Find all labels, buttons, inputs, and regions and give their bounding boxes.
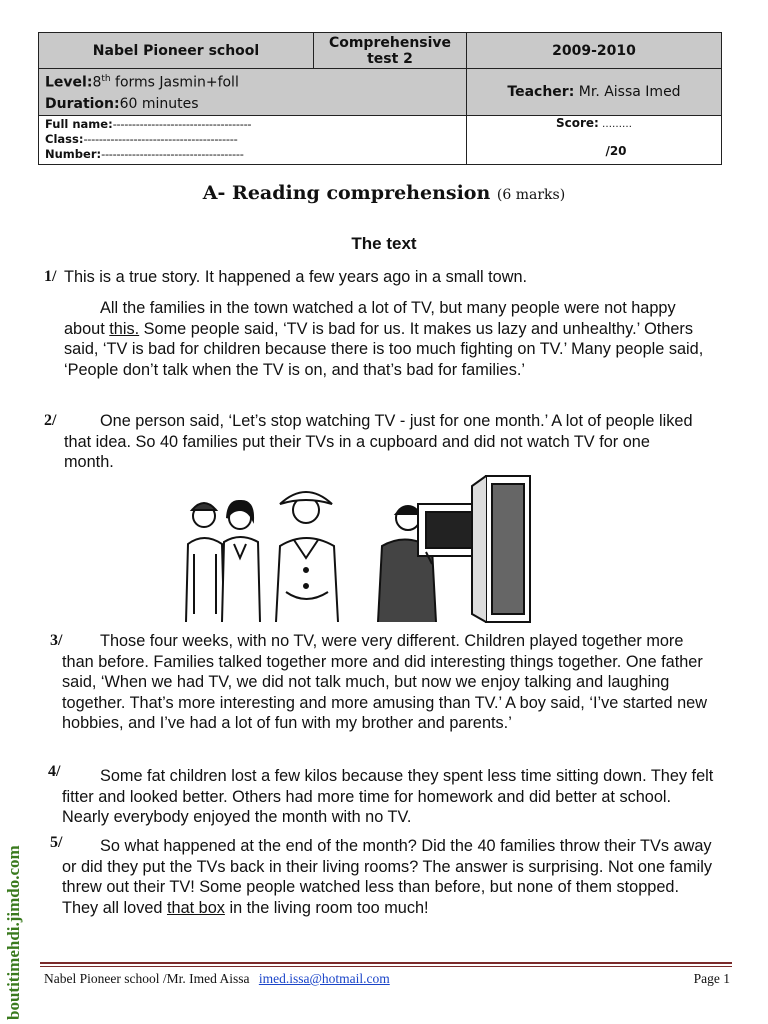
paragraph-5-underlined: that box: [166, 898, 225, 917]
paragraph-5: [62, 836, 714, 918]
paragraph-number-5: 5/: [50, 834, 63, 851]
class-field[interactable]: ----------------------------------------: [83, 132, 238, 147]
class-label: Class:: [45, 132, 84, 147]
footer-email-link[interactable]: imed.issa@hotmail.com: [258, 971, 390, 986]
footer-school: Nabel Pioneer school /Mr. Imed Aissa: [44, 971, 250, 986]
paragraph-number-4: 4/: [48, 763, 61, 780]
level-sup: th: [101, 74, 111, 84]
fullname-field[interactable]: ------------------------------------: [112, 117, 252, 132]
header-table: [38, 32, 722, 165]
level-duration-cell: [39, 69, 467, 116]
paragraph-5-post: in the living room too much!: [224, 898, 429, 917]
student-info-cell: [39, 115, 467, 164]
score-field[interactable]: ………: [598, 118, 633, 130]
paragraph-3: Those four weeks, with no TV, were very different. Children played together more than before. Families talked together more and did interesting things together. One father said, ‘When we had TV, we did not talk much, but now we enjoy talking and laughing together. That’s more interesting and more amusing than TV.’ A boy said, ‘I’ve started new hobbies, and I’ve had a lot of fun with my brother and parents.’: [62, 632, 707, 732]
footer-divider-thick: [40, 962, 732, 964]
score-total: /20: [605, 143, 627, 158]
family-tv-illustration: [182, 474, 532, 624]
level-value-pre: 8: [92, 74, 102, 91]
paragraph-1-underlined: this.: [109, 319, 140, 338]
section-title: [0, 182, 768, 204]
section-marks: (6 marks): [496, 187, 566, 203]
school-year: 2009-2010: [467, 33, 722, 69]
footer-divider-thin: [40, 966, 732, 967]
fullname-label: Full name:: [45, 117, 113, 132]
teacher-cell: [467, 69, 722, 116]
paragraph-number-2: 2/: [44, 412, 57, 429]
paragraph-number-1: 1/: [44, 268, 57, 285]
number-field[interactable]: -------------------------------------: [101, 147, 244, 162]
teacher-label: Teacher:: [507, 83, 575, 100]
duration-value: 60 minutes: [119, 95, 199, 112]
paragraph-1-post: Some people said, ‘TV is bad for us. It makes us lazy and unhealthy.’ Others said, ‘TV is bad for children because there is too much fighting on TV.’ Many people said, ‘People don’t talk when the TV is on, and that’s bad for families.’: [64, 319, 704, 379]
score-label: Score:: [555, 115, 599, 130]
section-title-text: A- Reading comprehension: [202, 182, 491, 204]
score-cell: [467, 115, 722, 164]
paragraph-1-body: [64, 298, 712, 380]
paragraph-number-3: 3/: [50, 632, 63, 649]
level-value-post: forms Jasmin+foll: [110, 74, 239, 91]
level-label: Level:: [45, 74, 93, 91]
paragraph-1-pre: All the families in the town watched a lot of TV, but many people were not happy about: [64, 299, 676, 338]
paragraph-4: Some fat children lost a few kilos because they spent less time sitting down. They felt fitter and looked better. Others had more time for homework and did better at school. Nearly everybody enjoyed the month with no TV.: [62, 767, 714, 826]
paragraph-1-intro: This is a true story. It happened a few years ago in a small town.: [64, 268, 528, 286]
teacher-name: Mr. Aissa Imed: [574, 83, 681, 100]
sidebar-watermark: [4, 780, 22, 1020]
sidebar-website: boutitimehdi.jimdo.com: [4, 845, 23, 1020]
duration-label: Duration:: [45, 95, 120, 112]
text-heading: The text: [351, 234, 417, 253]
school-name: Nabel Pioneer school: [39, 33, 314, 69]
test-title: Comprehensive test 2: [314, 33, 467, 69]
footer-page-number: Page 1: [693, 971, 730, 986]
paragraph-2: One person said, ‘Let’s stop watching TV - just for one month.’ A lot of people liked that idea. So 40 families put their TVs in a cupboard and did not watch TV for one month.: [64, 412, 693, 471]
paragraph-5-pre: So what happened at the end of the month? Did the 40 families throw their TVs away or did they put the TVs back in their living rooms? The answer is surprising. Not one family threw out their TV! Some people watched less than before, but none of them stopped. They all loved: [62, 837, 713, 917]
number-label: Number:: [45, 147, 102, 162]
page-footer: [44, 971, 730, 987]
